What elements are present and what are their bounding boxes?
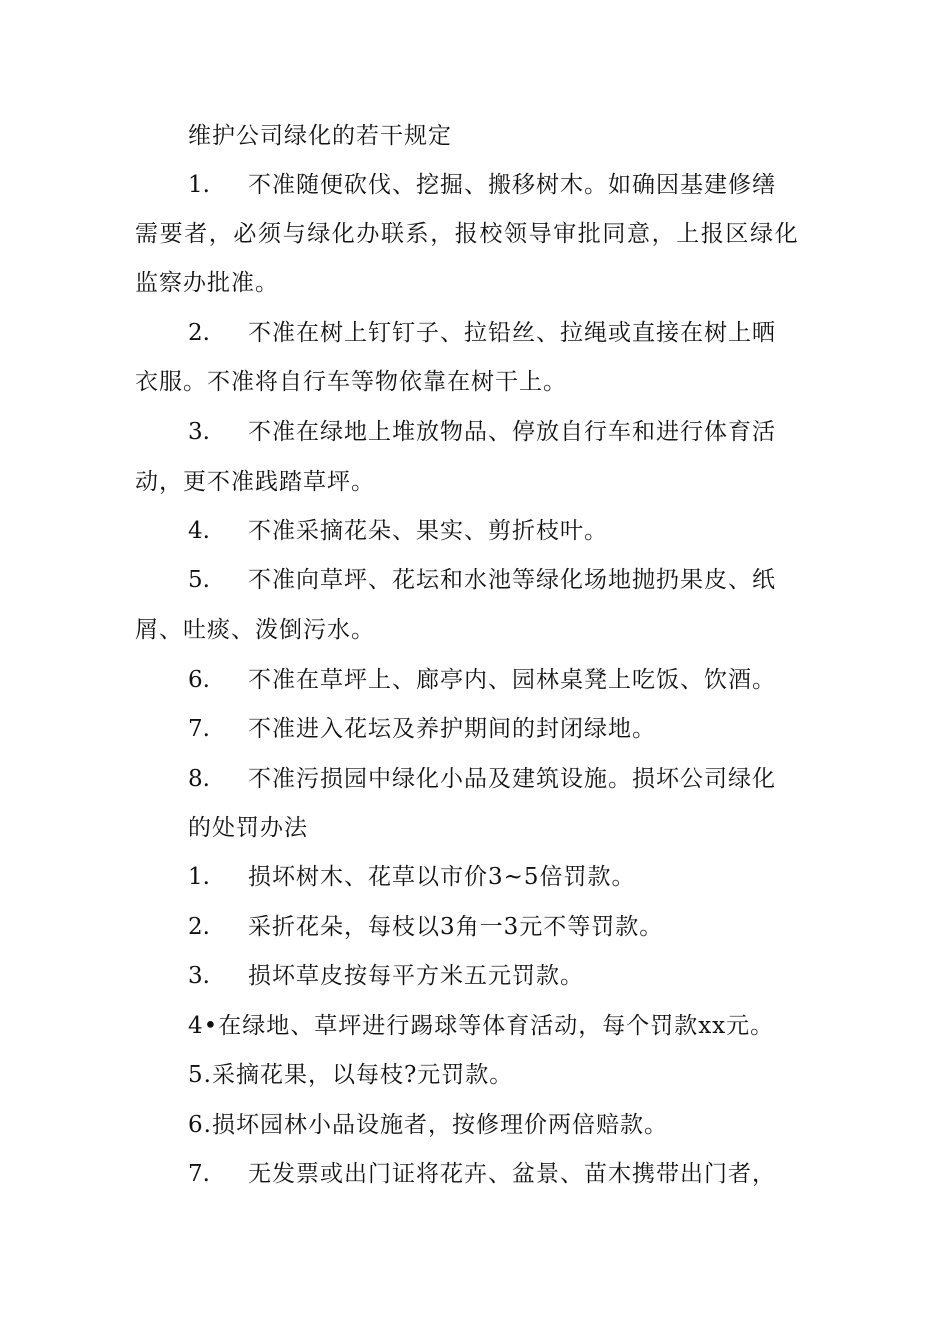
penalty-item (0, 1157, 950, 1191)
rule-number: 2. (188, 320, 210, 346)
penalty-text: 损坏草皮按每平方米五元罚款。 (248, 963, 584, 989)
rule-text: 不准在绿地上堆放物品、停放自行车和进行体育活 (248, 419, 776, 445)
rule-text: 不准随便砍伐、挖掘、搬移树木。如确因基建修缮 (248, 172, 776, 198)
rule-text: 衣服。不准将自行车等物依靠在树干上。 (135, 369, 567, 395)
rule-number: 8. (188, 766, 210, 792)
rule-item (0, 168, 950, 202)
penalty-item (0, 1009, 950, 1043)
penalty-number: 3. (188, 963, 210, 989)
rule-text: 需要者，必须与绿化办联系，报校领导审批同意，上报区绿化 (135, 221, 800, 247)
penalty-item (0, 860, 950, 894)
penalty-item (0, 910, 950, 944)
rule-item (0, 415, 950, 449)
penalty-text: 无发票或出门证将花卉、盆景、苗木携带出门者， (248, 1161, 776, 1187)
section-heading (0, 811, 950, 845)
penalty-number: 1. (188, 864, 210, 890)
rule-text: 不准向草坪、花坛和水池等绿化场地抛扔果皮、纸 (248, 567, 776, 593)
rule-text: 不准进入花坛及养护期间的封闭绿地。 (248, 716, 656, 742)
rule-item (0, 762, 950, 796)
rule-text: 不准在树上钉钉子、拉铅丝、拉绳或直接在树上晒 (248, 320, 776, 346)
rule-continuation (0, 365, 950, 399)
rule-item (0, 712, 950, 746)
rule-text: 动，更不准践踏草坪。 (135, 469, 375, 495)
penalty-item (0, 959, 950, 993)
rule-continuation (0, 266, 950, 300)
rule-item (0, 514, 950, 548)
rule-text: 屑、吐痰、泼倒污水。 (135, 617, 375, 643)
rule-number: 3. (188, 419, 210, 445)
rule-continuation (0, 217, 950, 251)
rule-item (0, 563, 950, 597)
title-text: 维护公司绿化的若干规定 (188, 123, 452, 149)
penalty-number: 7. (188, 1161, 210, 1187)
penalty-text: 损坏树木、花草以市价3~5倍罚款。 (248, 864, 636, 890)
penalty-item (0, 1108, 950, 1142)
rule-continuation (0, 465, 950, 499)
penalty-text: 6.损坏园林小品设施者，按修理价两倍赔款。 (188, 1112, 668, 1138)
rule-number: 7. (188, 716, 210, 742)
rule-item (0, 663, 950, 697)
penalty-item (0, 1058, 950, 1092)
penalty-text: 采折花朵，每枝以3角一3元不等罚款。 (248, 914, 664, 940)
rule-continuation (0, 613, 950, 647)
rule-number: 6. (188, 667, 210, 693)
rule-number: 5. (188, 567, 210, 593)
rule-number: 1. (188, 172, 210, 198)
document-title (0, 119, 950, 153)
rule-text: 不准污损园中绿化小品及建筑设施。损坏公司绿化 (248, 766, 776, 792)
penalty-text: 5.采摘花果，以每枝?元罚款。 (188, 1062, 514, 1088)
penalty-text: 4•在绿地、草坪进行踢球等体育活动，每个罚款xx元。 (188, 1013, 775, 1039)
rule-item (0, 316, 950, 350)
rule-text: 不准在草坪上、廊亭内、园林桌凳上吃饭、饮酒。 (248, 667, 776, 693)
penalty-number: 2. (188, 914, 210, 940)
rule-text: 不准采摘花朵、果实、剪折枝叶。 (248, 518, 608, 544)
heading-text: 的处罚办法 (188, 815, 308, 841)
rule-text: 监察办批准。 (135, 270, 279, 296)
rule-number: 4. (188, 518, 210, 544)
